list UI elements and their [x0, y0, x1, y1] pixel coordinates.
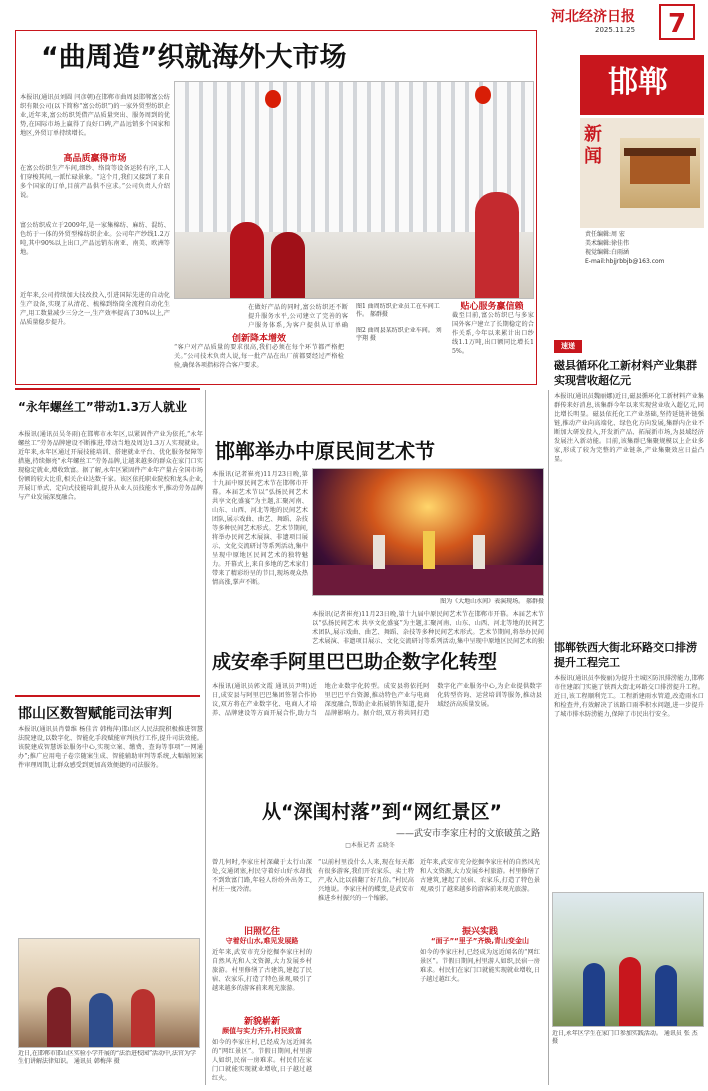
article-body: 本报讯(通讯员郭文霞 通讯员尹明)近日,成安县与阿里巴巴集团签署合作协议,双方将在产业数字化、电商人才培养、品牌建设等方面开展合作,助力当地企业数字化转型。成安县将依托阿里巴巴平台资源,推动特色产业与电商深度融合,帮助企业拓展销售渠道,提升品牌影响力。据介绍,双方将共同打造数字化产业服务中心,为企业提供数字化转型咨询、运营培训等服务,推动县域经济高质量发展。 [212, 683, 542, 717]
brief-title: 邯郸铁西大街北环路交口排涝提升工程完工 [554, 641, 697, 669]
lantern [265, 90, 281, 108]
feature-subhead: 守着好山水,难见发展路 [225, 937, 299, 945]
left-photo [18, 938, 200, 1048]
student [583, 963, 605, 1027]
section-bar [580, 55, 704, 115]
section-channel: 新闻 [584, 124, 602, 167]
feature-subhead: 颜值与实力齐升,村民致富 [222, 1027, 302, 1035]
article-title: 邯山区数智赋能司法审判 [18, 706, 172, 722]
lead-paragraph: 截至目前,富公纺织已与多家国外客户建立了长期稳定的合作关系,今年以来累计出口纱线1.1万吨,出口额同比增长15%。 [452, 312, 534, 355]
lead-title: “曲周造”织就海外大市场 [41, 42, 347, 73]
lead-paragraph: 在富公纺织生产车间,细纱、络筒等设备运转有序,工人们穿梭其间,一派忙碌景象。“这个月,我们又接到了来自多个国家的订单,目前产品供不应求。”公司负责人介绍说。 [20, 165, 170, 199]
article-body: 本报讯(记者崔亮)11月23日晚,第十九届中原民间艺术节在邯郸市开幕。本届艺术节以“弘扬民间艺术 共享文化盛宴”为主题,汇聚河南、山东、山西、河北等地的民间艺术团队,展示戏曲、曲艺、舞蹈、杂技等多种民间艺术形式。艺术节期间,将举办民间艺术展演、非遗项目展示、文化交流研讨等系列活动,集中呈现中原地区民间艺术的独 [312, 611, 544, 645]
lead-subhead-3: 贴心服务赢信赖 [460, 302, 524, 312]
section-city: 邯郸 [608, 65, 668, 100]
child [131, 989, 155, 1048]
lead-paragraph: 富公纺织成立于2009年,是一家集棉纺、麻纺、混纺、色纺于一体的外贸型棉纺织企业。公司年产纱线1.2万吨,其中90%以上出口,产品远销东南亚、南美、欧洲等地。 [20, 222, 170, 256]
lead-subhead-2: 创新降本增效 [231, 334, 286, 344]
column-divider [548, 390, 549, 1085]
lantern [475, 86, 491, 104]
stage-photo [312, 468, 544, 596]
editor-line: 责任编辑:周 宏 [585, 231, 625, 238]
newspaper-name: 河北经济日报 [551, 9, 635, 25]
article-title: 邯郸举办中原民间艺术节 [215, 439, 435, 463]
feature-body: “以前村里没什么人来,现在每天都有很多游客,我们开农家乐、卖土特产,收入比以前翻了好几倍。”村民高兴地说。李家庄村的蝶变,是武安市推进乡村振兴的一个缩影。 [318, 859, 414, 902]
editor-email: E-mail:hbjjrbbjb@163.com [585, 258, 665, 265]
column-divider [205, 390, 206, 1085]
feature-byline: □本报记者 孟晓冬 [345, 842, 395, 849]
lead-paragraph: 本报讯(通讯员刘圆 闫彦朝)在邯郸市曲周县邯郸富公纺织有限公司(以下简称“富公纺织”)的一家外贸型纺织企业,近年来,富公纺织凭借产品质量突出、服务周到的优势,在国际市场上赢得了良好口碑,产品远销多个国家和地区,外贸订单持续增长。 [20, 94, 170, 137]
performer [373, 535, 385, 569]
article-title: “永年螺丝工”带动1.3万人就业 [18, 400, 188, 414]
editor-line: 美术编辑:徐佳伟 [585, 240, 630, 247]
masthead [545, 2, 705, 50]
issue-date: 2025.11.25 [595, 26, 636, 34]
brief-title: 磁县循环化工新材料产业集群实现营收超亿元 [554, 359, 697, 387]
lead-photo-caption: 图1 曲周纺织企业员工在车间工作。 郝群摄 [356, 303, 440, 318]
gate-roof [624, 148, 696, 156]
performer [473, 535, 485, 569]
feature-body: 如今的李家庄村,已经成为远近闻名的“网红景区”。节假日期间,村里游人如织,民宿一房难求。村民们在家门口就能实现就业增收,日子越过越红火。 [212, 1039, 312, 1082]
child [89, 993, 113, 1048]
stage-floor [313, 565, 544, 596]
section-illustration [620, 138, 700, 208]
lead-photo [174, 81, 534, 299]
lead-subhead-1: 高品质赢得市场 [63, 154, 127, 164]
feature-body: 曾几何时,李家庄村深藏于太行山深处,交通闭塞,村民守着好山好水却找不到致富门路,年轻人纷纷外出务工,村庄一度冷清。 [212, 859, 312, 893]
article-title: 成安牵手阿里巴巴助企数字化转型 [212, 651, 498, 673]
editor-line: 视觉编辑:白雨涵 [585, 249, 630, 256]
left-photo-caption: 近日,在邯郸市邯山区实验小学开展的“法治进校园”活动中,法官为学生们讲解法律知识。 通讯员 韩梅萍 摄 [18, 1050, 196, 1065]
worker [475, 192, 519, 299]
brief-tag [554, 340, 582, 353]
lead-article [15, 30, 537, 385]
worker [230, 222, 264, 299]
lead-photo-caption: 图2 曲周县某纺织企业车间。 刘宇翔 摄 [356, 327, 442, 342]
child [47, 987, 71, 1048]
section-channel-box [580, 118, 704, 228]
article-body: 本报讯(通讯员吴冬雨)在邯郸市永年区,以紧固件产业为依托,“永年螺丝工”劳务品牌建设不断推进,带动当地及周边1.3万人实现就业。近年来,永年区通过开展技能培训、搭建就业平台、优化服务保障等措施,持续擦亮“永年螺丝工”劳务品牌,让越来越多的群众在家门口实现稳定就业,增收致富。据了解,永年区紧固件产业年产量占全国市场份额的较大比重,相关企业达数千家。该区依托职业院校和龙头企业,开展订单式、定向式技能培训,提升从业人员技能水平,推动劳务品牌与产业发展深度融合。 [18, 431, 203, 501]
brief-body: 本报讯(通讯员魏丽娜)近日,磁县循环化工新材料产业集群传来好消息,该集群今年以来实现营业收入超亿元,同比增长明显。磁县依托化工产业基础,坚持延链补链强链,推动产业向高端化、绿色化方向发展,集群内企业不断加大研发投入,开发新产品、拓展新市场,为县域经济发展注入新动能。目前,该集群已集聚规模以上企业多家,形成了较为完整的产业链条,产业集聚效应日益凸显。 [554, 393, 704, 463]
student [619, 957, 641, 1027]
feature-body: 近年来,武安市充分挖掘李家庄村的自然风光和人文资源,大力发展乡村旅游。村里修缮了古建筑,建起了民宿、农家乐,打造了特色景观,吸引了越来越多的游客前来观光旅游。 [420, 859, 540, 893]
feature-body: 近年来,武安市充分挖掘李家庄村的自然风光和人文资源,大力发展乡村旅游。村里修缮了古建筑,建起了民宿、农家乐,打造了特色景观,吸引了越来越多的游客前来观光旅游。 [212, 949, 312, 992]
right-photo [552, 892, 704, 1027]
editor-info [585, 230, 705, 278]
article-body: 本报讯(通讯员肖曾维 杨佳音 韩梅萍)邯山区人民法院积极推进智慧法院建设,以数字化、智能化手段赋能审判执行工作,提升司法效能。该院建成智慧诉讼服务中心,实现立案、缴费、查询等事项“一网通办”;推广应用电子卷宗随案生成、智能辅助审判等系统,大幅缩短案件审理周期,让群众感受到更加高效便捷的司法服务。 [18, 726, 203, 769]
gate-tower [630, 154, 690, 184]
feature-subhead: 新貌崭新 [243, 1017, 280, 1027]
page-number: 7 [659, 4, 695, 40]
feature-title: 从“深闺村落”到“网红景区” [262, 801, 502, 823]
feature-subhead: 旧照忆往 [243, 927, 280, 937]
lead-paragraph: 在做好产品的同时,富公纺织还不断提升服务水平,公司建立了完善的客户服务体系,为客户提供从订单确 [248, 304, 348, 329]
divider [15, 695, 200, 697]
brief-body: 本报讯(通讯员李俊丽)为提升主城区防汛排涝能力,邯郸市住建部门实施了铁西大街北环路交口排涝提升工程。近日,该工程顺利完工。工程新建雨水管道,改造雨水口和检查井,有效解决了该路口雨季积水问题,进一步提升了城市排水防涝能力,保障了市民出行安全。 [554, 675, 704, 718]
right-photo-caption: 近日,永年区学生在家门口参加实践活动。 通讯员 张 杰 摄 [552, 1030, 698, 1045]
feature-subhead: “面子”“里子”齐焕,青山变金山 [430, 937, 530, 945]
lead-paragraph: “客户对产品质量的要求很高,我们必须在每个环节都严格把关。”公司技术负责人说,每一批产品在出厂前都要经过严格检验,确保各项指标符合客户要求。 [174, 344, 344, 369]
feature-subtitle: ——武安市李家庄村的文旅破茧之路 [395, 829, 540, 839]
feature-body: 如今的李家庄村,已经成为远近闻名的“网红景区”。节假日期间,村里游人如织,民宿一房难求。村民们在家门口就能实现就业增收,日子越过越红火。 [420, 949, 540, 983]
brief-tag-label: 速递 [561, 342, 575, 350]
student [655, 965, 677, 1027]
feature-subhead: 振兴实践 [461, 927, 498, 937]
performer [423, 531, 435, 569]
article-body: 本报讯(记者崔亮)11月23日晚,第十九届中原民间艺术节在邯郸市开幕。本届艺术节以“弘扬民间艺术 共享文化盛宴”为主题,汇聚河南、山东、山西、河北等地的民间艺术团队,展示戏曲、曲艺、舞蹈、杂技等多种民间艺术形式。艺术节期间,将举办民间艺术展演、非遗项目展示、文化交流研讨等系列活动,集中呈现中原地区民间艺术的独特魅力。开幕式上,来自多地的艺术家们带来了精彩纷呈的节目,现场观众热情高涨,掌声不断。 [212, 471, 308, 586]
stage-photo-caption: 图为《大地山水间》表演现场。 郝群摄 [440, 598, 544, 605]
lead-paragraph: 近年来,公司持续加大技改投入,引进国际先进的自动化生产设备,实现了从清花、梳棉到络筒全流程自动化生产,用工数量减少三分之一,生产效率提高了30%以上,产品质量稳步提升。 [20, 292, 170, 326]
worker [271, 232, 305, 299]
divider [15, 388, 200, 390]
